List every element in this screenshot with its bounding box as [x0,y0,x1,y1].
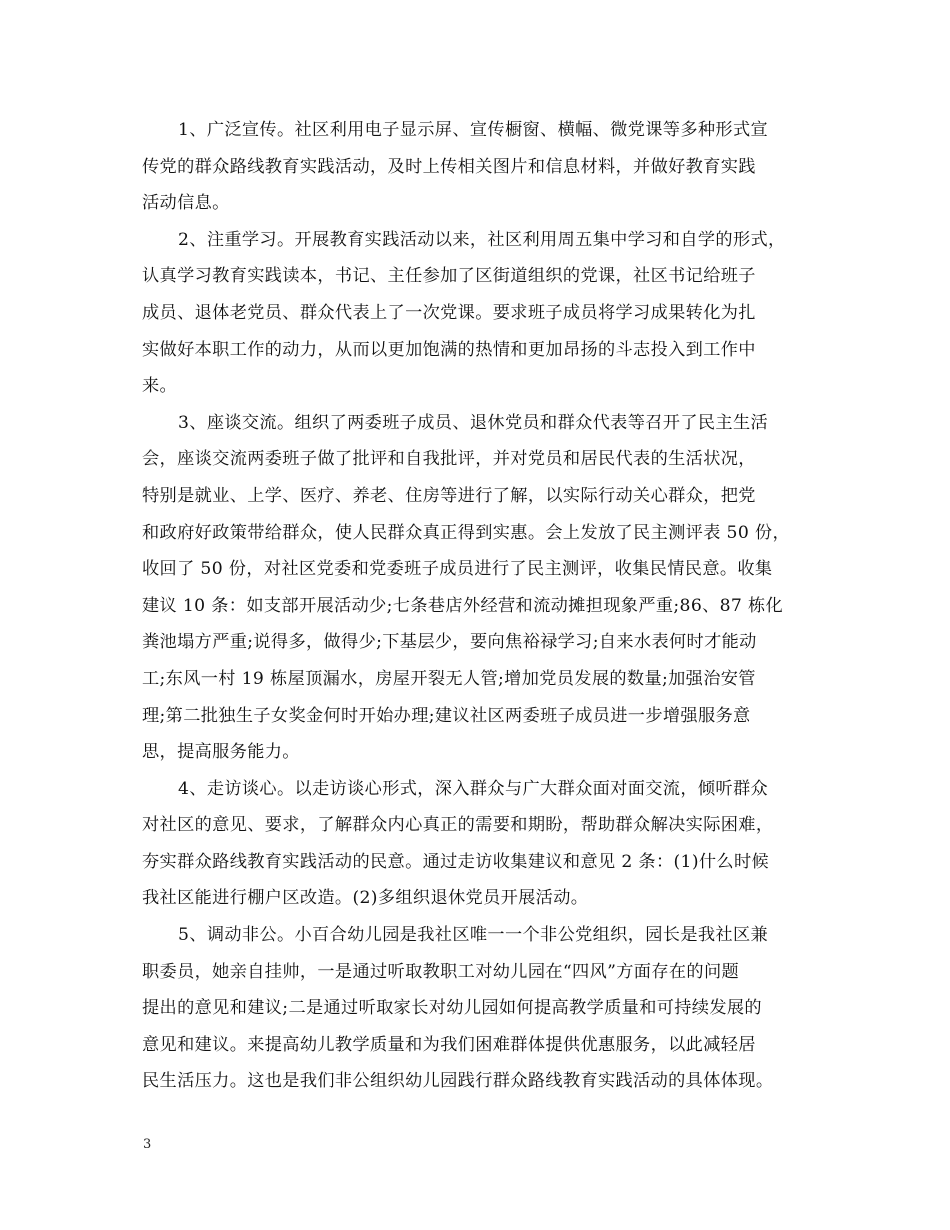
text-line: 理;第二批独生子女奖金何时开始办理;建议社区两委班子成员进一步增强服务意 [142,705,751,726]
text-line: 传党的群众路线教育实践活动，及时上传相关图片和信息材料，并做好教育实践 [142,156,756,177]
text-line: 4、走访谈心。以走访谈心形式，深入群众与广大群众面对面交流，倾听群众 [178,778,769,799]
text-line: 实做好本职工作的动力，从而以更加饱满的热情和更加昂扬的斗志投入到工作中 [142,339,756,360]
text-line: 来。 [142,376,178,397]
text-line: 1、广泛宣传。社区利用电子显示屏、宣传橱窗、横幅、微党课等多种形式宣 [178,120,769,140]
paragraph [142,112,812,222]
paragraph [142,917,812,1100]
paragraph [142,222,812,405]
text-line: 认真学习教育实践读本，书记、主任参加了区街道组织的党课，社区书记给班子 [142,266,756,287]
paragraph [142,405,812,771]
text-line: 工;东风一村 19 栋屋顶漏水，房屋开裂无人管;增加党员发展的数量;加强治安管 [142,668,756,689]
text-line: 特别是就业、上学、医疗、养老、住房等进行了解，以实际行动关心群众，把党 [142,485,756,506]
text-line: 意见和建议。来提高幼儿教学质量和为我们困难群体提供优惠服务，以此减轻居 [142,1034,756,1055]
text-line: 3、座谈交流。组织了两委班子成员、退休党员和群众代表等召开了民主生活 [178,412,769,433]
text-line: 思，提高服务能力。 [142,742,300,763]
text-line: 和政府好政策带给群众，使人民群众真正得到实惠。会上发放了民主测评表 50 份， [142,522,791,543]
document-body [142,112,812,1100]
page-number: 3 [143,1137,152,1152]
text-line: 成员、退体老党员、群众代表上了一次党课。要求班子成员将学习成果转化为扎 [142,302,756,323]
text-line: 提出的意见和建议;二是通过听取家长对幼儿园如何提高教学质量和可持续发展的 [142,998,762,1019]
text-line: 夯实群众路线教育实践活动的民意。通过走访收集建议和意见 2 条：(1)什么时候 [142,851,770,872]
text-line: 会，座谈交流两委班子做了批评和自我批评，并对党员和居民代表的生活状况， [142,449,756,470]
text-line: 2、注重学习。开展教育实践活动以来，社区利用周五集中学习和自学的形式， [178,229,786,250]
paragraph [142,771,812,917]
text-line: 职委员，她亲自挂帅，一是通过听取教职工对幼儿园在“四风”方面存在的问题 [142,961,740,982]
text-line: 对社区的意见、要求，了解群众内心真正的需要和期盼，帮助群众解决实际困难， [142,815,774,836]
text-line: 5、调动非公。小百合幼儿园是我社区唯一一个非公党组织，园长是我社区兼 [178,925,769,946]
text-line: 粪池塌方严重;说得多，做得少;下基层少，要向焦裕禄学习;自来水表何时才能动 [142,632,757,653]
text-line: 收回了 50 份，对社区党委和党委班子成员进行了民主测评，收集民情民意。收集 [142,559,773,580]
text-line: 建议 10 条：如支部开展活动少;七条巷店外经营和流动摊担现象严重;86、87 栋化 [142,595,784,616]
text-line: 活动信息。 [142,193,230,214]
text-line: 我社区能进行棚户区改造。(2)多组织退休党员开展活动。 [142,888,589,909]
text-line: 民生活压力。这也是我们非公组织幼儿园践行群众路线教育实践活动的具体体现。 [142,1071,774,1092]
